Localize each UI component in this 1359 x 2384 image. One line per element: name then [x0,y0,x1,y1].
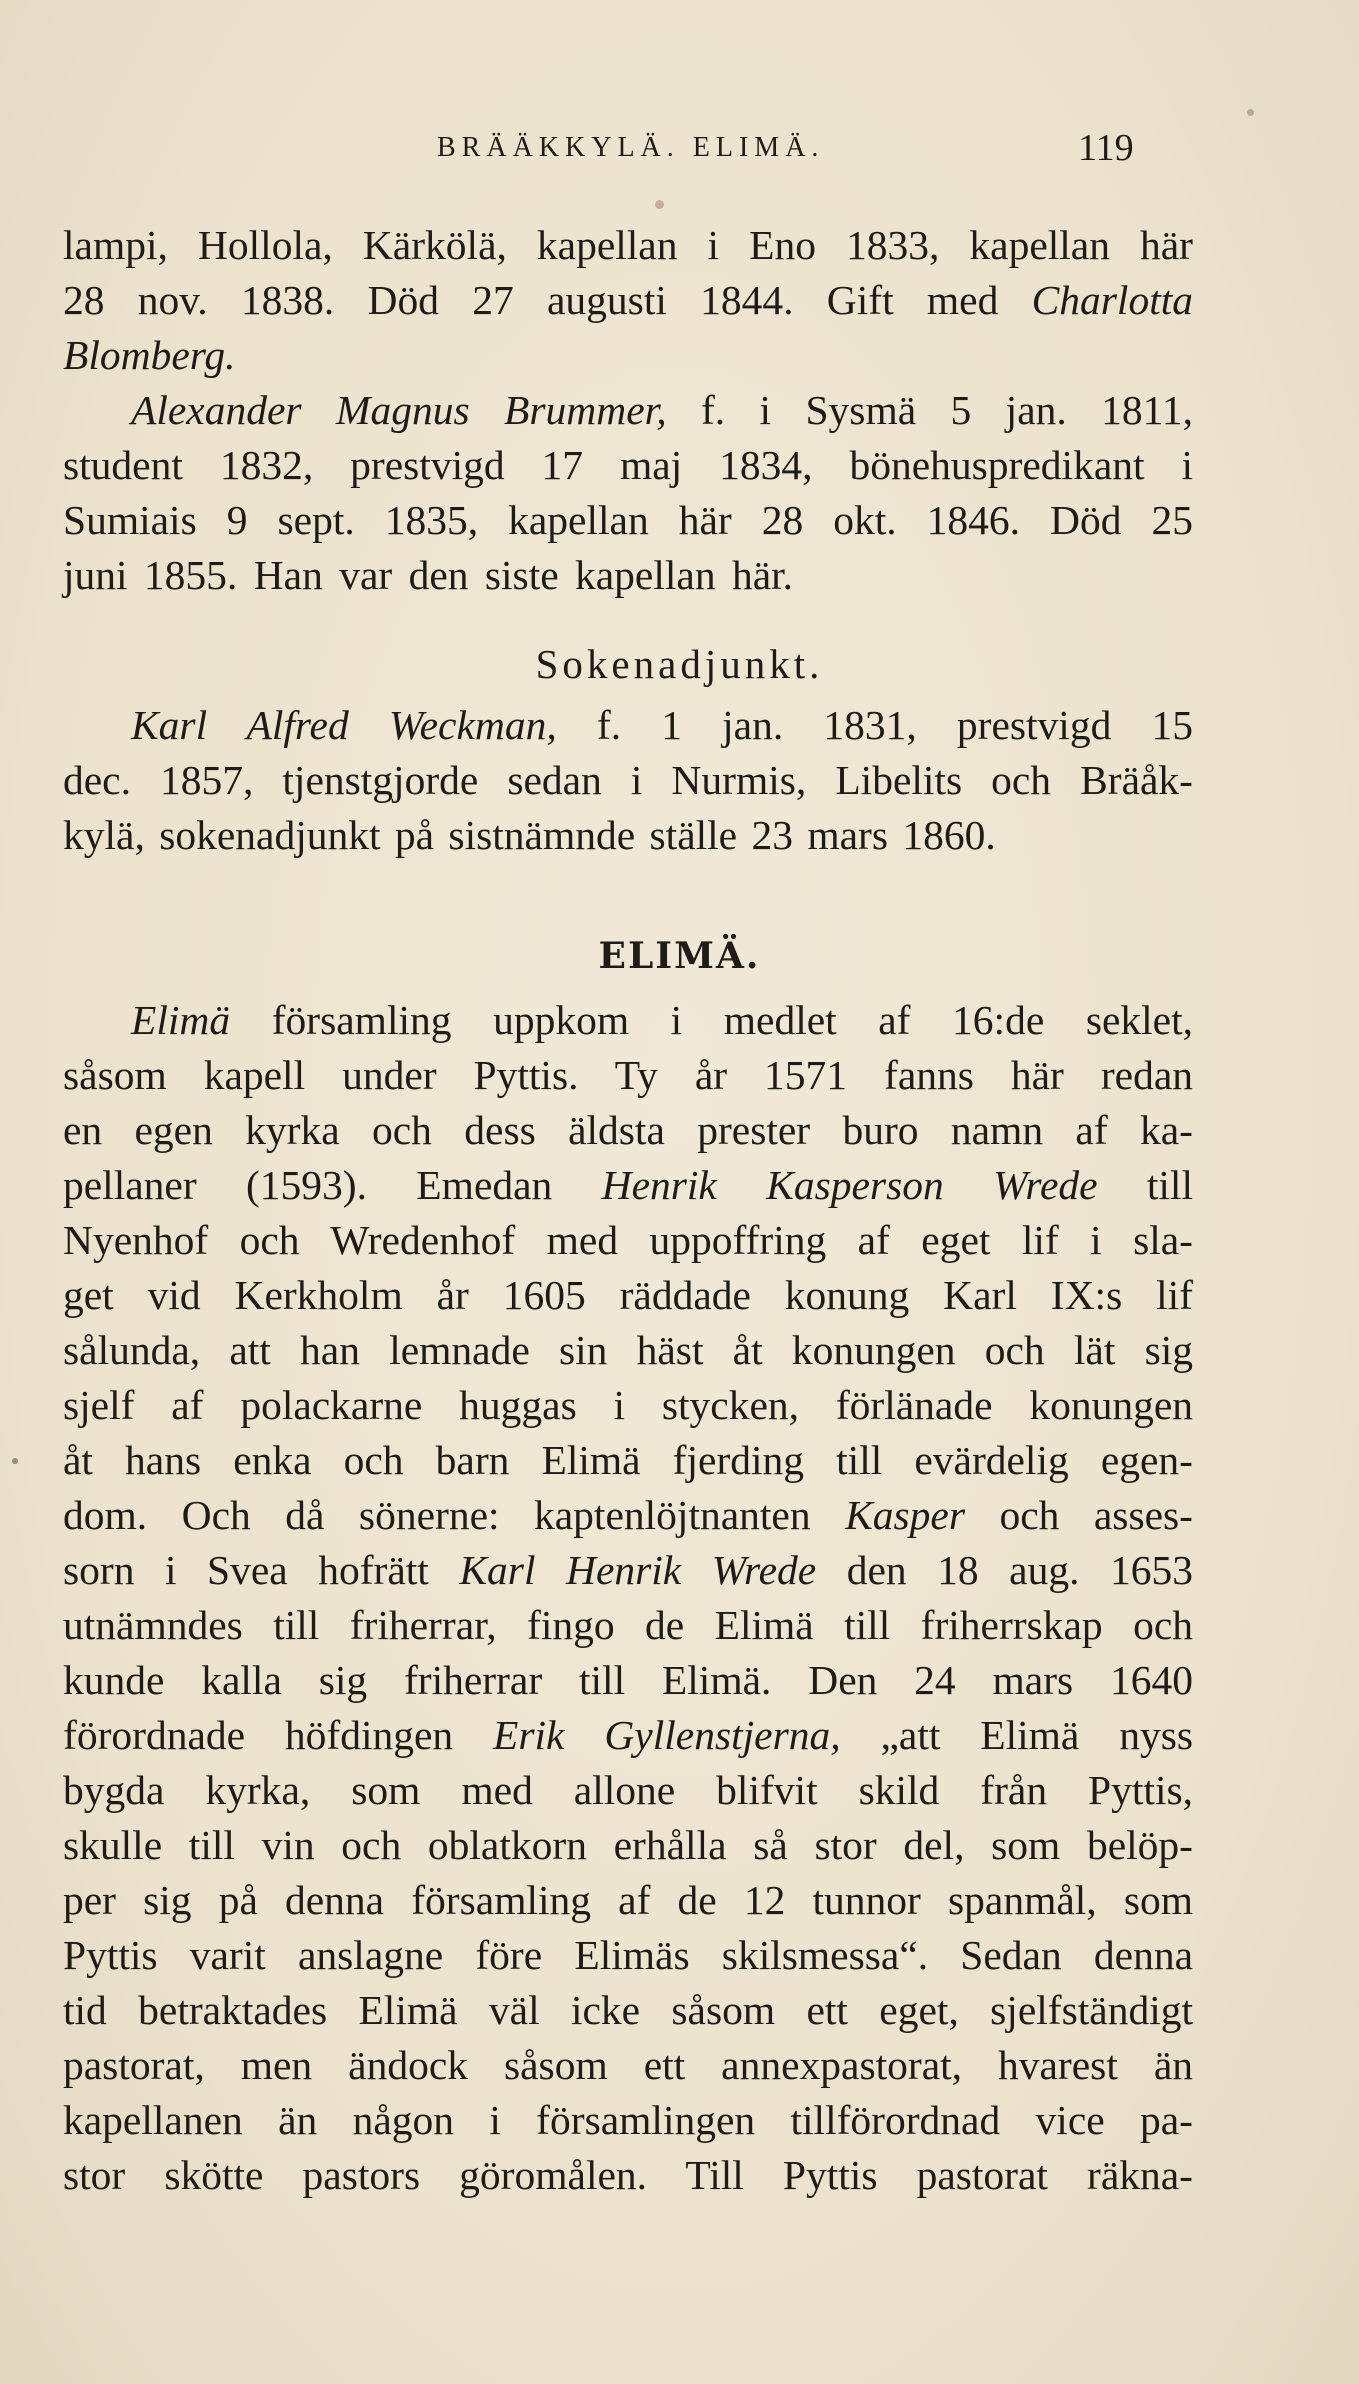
text-line [63,330,1193,380]
person-name: Henrik Kasperson Wrede [601,1162,1098,1208]
text-line: sjelf af polackarne huggas i stycken, förlänade konungen [63,1382,1193,1428]
text-line: dom. Och då sönerne: kaptenlöjtnanten Kasper och asses- [63,1492,1193,1538]
paper-speck [1247,109,1254,116]
text-line: Karl Alfred Weckman, f. 1 jan. 1831, prestvigd 15 [131,702,1193,748]
text-line: kunde kalla sig friherrar till Elimä. Den 24 mars 1640 [63,1657,1193,1703]
text-line: utnämndes till friherrar, fingo de Elimä till friherrskap och [63,1602,1193,1648]
page-number: 119 [1078,127,1134,169]
text-line: kylä, sokenadjunkt på sistnämnde ställe 23 mars 1860. [63,812,996,858]
text-line: juni 1855. Han var den siste kapellan här. [63,552,794,598]
text-line: Pyttis varit anslagne före Elimäs skilsmessa“. Sedan denna [63,1932,1193,1978]
place-name: Elimä [131,997,231,1043]
text-line: åt hans enka och barn Elimä fjerding till evärdelig egen- [63,1437,1193,1483]
text-line: Elimä församling uppkom i medlet af 16:de seklet, [131,997,1193,1043]
page-header [0,118,1359,178]
text-line: kapellanen än någon i församlingen tillförordnad vice pa- [63,2097,1193,2143]
text-line: get vid Kerkholm år 1605 räddade konung Karl IX:s lif [63,1272,1193,1318]
person-name: Karl Henrik Wrede [459,1547,817,1593]
section-title: Sokenadjunkt. [535,641,824,687]
text-line: sålunda, att han lemnade sin häst åt konungen och lät sig [63,1327,1193,1373]
paper-speck [655,200,664,209]
text-line: bygda kyrka, som med allone blifvit skild från Pyttis, [63,1767,1193,1813]
text-line: stor skötte pastors göromålen. Till Pyttis pastorat räkna- [63,2152,1193,2198]
text-line: lampi, Hollola, Kärkölä, kapellan i Eno 1833, kapellan här [63,222,1193,268]
text-line: student 1832, prestvigd 17 maj 1834, bönehuspredikant i [63,442,1193,488]
text-line: per sig på denna församling af de 12 tunnor spanmål, som [63,1877,1193,1923]
text-line: dec. 1857, tjenstgjorde sedan i Nurmis, Libelits och Bräåk- [63,757,1193,803]
text-line: pellaner (1593). Emedan Henrik Kasperson Wrede till [63,1162,1193,1208]
text-line: sorn i Svea hofrätt Karl Henrik Wrede den 18 aug. 1653 [63,1547,1193,1593]
text-line: Sumiais 9 sept. 1835, kapellan här 28 okt. 1846. Död 25 [63,497,1193,543]
text-line: 28 nov. 1838. Död 27 augusti 1844. Gift med Charlotta [63,277,1193,323]
text-line: förordnade höfdingen Erik Gyllenstjerna, „att Elimä nyss [63,1712,1193,1758]
text-line: Alexander Magnus Brummer, f. i Sysmä 5 jan. 1811, [131,387,1193,433]
text-line: pastorat, men ändock såsom ett annexpastorat, hvarest än [63,2042,1193,2088]
text-line: såsom kapell under Pyttis. Ty år 1571 fanns här redan [63,1052,1193,1098]
text-line: skulle till vin och oblatkorn erhålla så stor del, som belöp- [63,1822,1193,1868]
running-head: BRÄÄKKYLÄ. ELIMÄ. [437,132,825,163]
text-line: en egen kyrka och dess äldsta prester buro namn af ka- [63,1107,1193,1153]
person-name: Kasper [845,1492,965,1538]
section-heading: ELIMÄ. [598,935,761,977]
paper-speck [12,1458,18,1464]
text-line: tid betraktades Elimä väl icke såsom ett eget, sjelfständigt [63,1987,1193,2033]
person-name: Blomberg. [63,332,236,378]
person-name: Alexander Magnus Brummer, [131,387,667,433]
person-name: Erik Gyllenstjerna, [493,1712,841,1758]
text-line: Nyenhof och Wredenhof med uppoffring af eget lif i sla- [63,1217,1193,1263]
person-name: Charlotta [1031,277,1193,323]
person-name: Karl Alfred Weckman, [131,702,557,748]
